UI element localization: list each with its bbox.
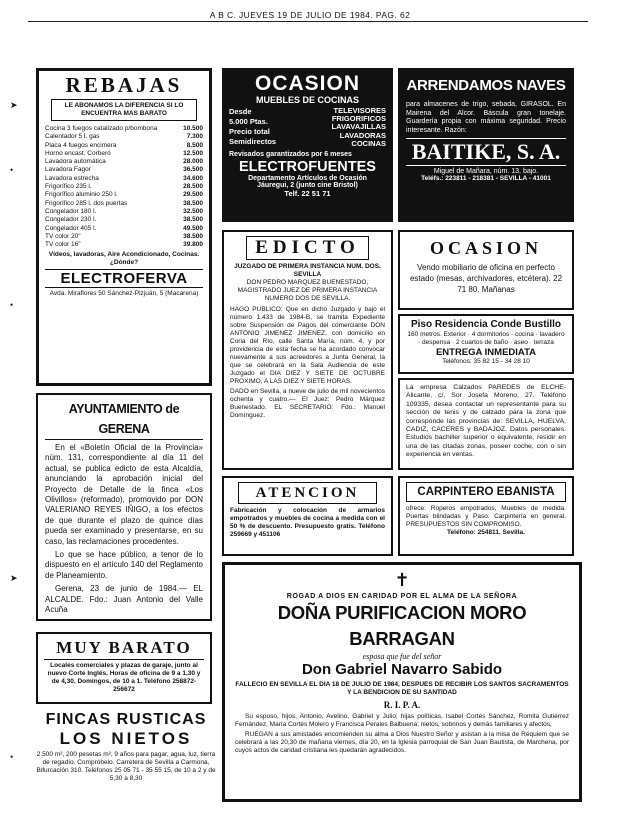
rebajas-intro: LE ABONAMOS LA DIFERENCIA SI LO ENCUENTRA MAS BARATO xyxy=(51,99,197,121)
piso-title: Piso Residencia Conde Bustillo xyxy=(410,319,562,330)
edicto-title: EDICTO xyxy=(246,236,369,260)
rebajas-price-row xyxy=(45,216,203,224)
rebajas-item-name: Frigorífico 235 l. xyxy=(45,183,92,191)
edicto-court: JUZGADO DE PRIMERA INSTANCIA NUM. DOS. SEVILLA xyxy=(234,263,381,278)
gerena-body-2: Lo que se hace público, a tenor de lo dispuesto en el artículo 140 del Reglamento de Planeamiento. xyxy=(45,550,203,580)
fincas-body: 2.500 m², 200 pesetas m², 9 años para pagar, agua, luz, tierra de regadío. Compróbelo. Carretera de Sevilla a Carmona, Bifurcación 310. Teléfonos 25 05 71 - 35 55 15, de 10 a 2 y de 5,30 a 8,30 xyxy=(36,751,216,782)
rebajas-price-row xyxy=(45,166,203,174)
esquela-name: DOÑA PURIFICACION MORO BARRAGAN xyxy=(277,602,527,649)
ocasion-oficina-ad xyxy=(398,230,574,310)
calzados-body: La empresa Calzados PAREDES de ELCHE-Alicante, c/. Sor Josefa Moreno, 27. Teléfono 109335, desea contactar un representante para su sección de tenis y de calzado para la zona que corresponde las provincias de: SEVILLA, HUELVA, CADIZ, CACERES y BADAJOZ. Datos personales: Estudios bachiller superior o equivalente, residir en una de las citadas zonas, poseer coche, con o sin experiencia en ventas. xyxy=(406,384,566,459)
naves-ad xyxy=(398,68,574,222)
rebajas-price-list xyxy=(45,125,203,249)
rebajas-item-name: Lavadora automática xyxy=(45,158,106,166)
fincas-subtitle: LOS NIETOS xyxy=(59,729,193,748)
rebajas-price-row xyxy=(45,200,203,208)
rebajas-price-row xyxy=(45,133,203,141)
ocasion-left-line: Semidirectos xyxy=(229,137,277,146)
rebajas-price-row xyxy=(45,158,203,166)
esquela-obituary xyxy=(222,562,582,802)
naves-text: para almacenes de trigo, sebada, GIRASOL. En Mairena del Alcor. Báscula gran tonelaje. Guardería propia con máxima seguridad. Precio interesante. Razón: xyxy=(406,101,566,134)
edicto-notice xyxy=(222,230,393,470)
naves-address: Miguel de Mañara, núm. 13, bajo. xyxy=(433,168,539,176)
naves-title: ARRENDAMOS NAVES xyxy=(406,77,566,94)
ocasion-cocinas-title: OCASION xyxy=(254,72,360,95)
edicto-signature: DADO en Sevilla, a nueve de julio de mil novecientos ochenta y cuatro.— El Juez: Pedro Márquez Buenestado. EL SECRETARIO: Fdo.: Manuel Domínguez. xyxy=(230,388,385,419)
rebajas-item-price: 38.500 xyxy=(183,232,203,240)
atencion-title: ATENCION xyxy=(238,482,377,504)
rebajas-price-row xyxy=(45,175,203,183)
muy-barato-title: MUY BARATO xyxy=(44,637,204,660)
naves-brand: BAITIKE, S. A. xyxy=(406,138,566,166)
rebajas-item-name: Horno encast. Corberó xyxy=(45,149,111,157)
header-rule xyxy=(28,21,588,22)
rebajas-item-name: Frigorífico aluminio 250 l. xyxy=(45,191,118,199)
carpintero-ad xyxy=(398,476,574,556)
rebajas-price-row xyxy=(45,241,203,249)
ocasion-cocinas-columns xyxy=(229,107,386,148)
gerena-signature: Gerena, 23 de junio de 1984.— EL ALCALDE. Fdo.: Juan Antonio del Valle Acuña xyxy=(45,584,203,615)
edicto-judge: DON PEDRO MARQUEZ BUENESTADO, MAGISTRADO JUEZ DE PRIMERA INSTANCIA NUMERO DOS DE SEVILLA. xyxy=(237,279,378,302)
ocasion-left-line: Desde xyxy=(229,107,252,116)
rebajas-item-name: Congelador 405 l. xyxy=(45,224,97,232)
muy-barato-ad xyxy=(36,632,212,704)
rebajas-price-row xyxy=(45,191,203,199)
rebajas-item-name: Placa 4 fuegos encimera xyxy=(45,141,117,149)
atencion-ad xyxy=(222,476,393,556)
carpintero-body: ofrece: Roperos empotrados, Muebles de medida. Puertas blindadas y Paso. Carpintería en general. PRESUPUESTOS SIN COMPROMISO. xyxy=(406,505,566,528)
ocasion-right-line: TELEVISORES xyxy=(333,106,386,115)
rebajas-item-price: 38.500 xyxy=(183,216,203,224)
rebajas-price-row xyxy=(45,225,203,233)
rebajas-item-name: Frigorífico 285 l. dos puertas xyxy=(45,199,128,207)
ocasion-cocinas-phone: Telf. 22 51 71 xyxy=(284,189,331,199)
edicto-body: HAGO PUBLICO: Que en dicho Juzgado y bajo el número 1.433 de 1984-B, se tramita Expediente sobre Suspensión de Pagos del comerciante DON ANTONIO JIMENEZ JIMENEZ, con domicilio en Coria del Río, calle Santa María, núm. 4, y por providencia de esta fecha se ha acordado convocar nuevamente a sus acreedores a Junta General, la que se celebrará en la Sala Audiencia de este Juzgado el DIA DIEZ Y SIETE DE OCTUBRE PROXIMO, A LAS DIEZ Y SIETE HORAS. xyxy=(230,306,385,385)
margin-mark: • xyxy=(10,300,14,310)
rebajas-item-name: Lavadora estrecha xyxy=(45,174,99,182)
ocasion-oficina-title: OCASION xyxy=(429,238,542,258)
rebajas-price-row xyxy=(45,233,203,241)
ocasion-right-line: LAVADORAS xyxy=(339,130,386,140)
piso-body: 160 metros. Exterior · 4 dormitorios · cocina · lavadero · despensa · 2 cuartos de baño · aseo · terraza xyxy=(407,331,565,346)
esquela-spouse-intro: esposa que fue del señor xyxy=(362,652,442,661)
margin-mark: • xyxy=(10,752,14,762)
rebajas-item-price: 28.000 xyxy=(183,158,203,166)
rebajas-item-price: 36.500 xyxy=(183,166,203,174)
ocasion-cocinas-brand: ELECTROFUENTES xyxy=(239,159,376,176)
ocasion-left-line: Precio total xyxy=(229,127,270,136)
calzados-ad xyxy=(398,378,574,470)
rebajas-item-price: 34.600 xyxy=(183,174,203,182)
gerena-notice xyxy=(36,393,212,621)
rebajas-item-price: 38.500 xyxy=(183,199,203,207)
carpintero-phone: Teléfono: 254811. Sevilla. xyxy=(447,529,525,536)
page-header: A B C. JUEVES 19 DE JULIO DE 1984. PAG. 62 xyxy=(209,10,411,20)
gerena-body: En el «Boletín Oficial de la Provincia» núm. 131, correspondiente al día 11 del actual, se publica edicto de esta Alcaldía, anunciando la aprobación inicial del Proyecto de Detalle de la finca «Los Olivillos» (reformado), promovido por DON VALERIANO REYES IÑIGO, a los efectos de que durante el plazo de quince días pueda ser examinado y presentarse, en su caso, las reclamaciones procedentes. xyxy=(45,443,203,546)
rebajas-item-name: Calentador 5 l. gas xyxy=(45,133,100,141)
rebajas-item-price: 39.800 xyxy=(183,241,203,249)
rebajas-item-price: 12.500 xyxy=(183,149,203,157)
rebajas-item-price: 7.300 xyxy=(186,133,203,141)
ocasion-right-line: COCINAS xyxy=(351,138,386,148)
piso-ad xyxy=(398,314,574,374)
ocasion-right-col xyxy=(332,107,386,148)
ocasion-cocinas-address: Jáuregui, 2 (junto cine Bristol) xyxy=(257,182,358,190)
ocasion-left-col xyxy=(229,107,276,148)
rebajas-item-name: Cocina 3 fuegos catalizado p/bombona xyxy=(45,125,158,132)
rebajas-brand: ELECTROFERVA xyxy=(45,269,203,288)
fincas-ad xyxy=(36,710,216,802)
margin-mark: ➤ xyxy=(10,100,18,110)
atencion-body: Fabricación y colocación de armarios empotrados y muebles de cocina a medida con el 50 % de descuento. Presupuesto gratis. Teléfono 259669 y 451106 xyxy=(230,507,385,538)
rebajas-item-name: Lavadora Fagor xyxy=(45,166,91,174)
piso-delivery: ENTREGA INMEDIATA xyxy=(435,347,537,358)
rebajas-price-row xyxy=(45,150,203,158)
rebajas-item-name: Congelador 230 l. xyxy=(45,216,97,224)
ocasion-oficina-body: Vendo mobiliario de oficina en perfecto estado (mesas, archivadores, etcétera). 22 71 80. Mañanas xyxy=(409,263,563,294)
rebajas-price-row xyxy=(45,183,203,191)
fincas-title: FINCAS RUSTICAS xyxy=(45,711,207,728)
rebajas-ad xyxy=(36,68,212,386)
esquela-intro: ROGAD A DIOS EN CARIDAD POR EL ALMA DE LA SEÑORA xyxy=(286,593,518,600)
ocasion-right-line: LAVAVAJILLAS xyxy=(331,122,386,132)
esquela-death: FALLECIO EN SEVILLA EL DIA 18 DE JULIO DE 1984, DESPUES DE RECIBIR LOS SANTOS SACRAMENTOS Y LA BENDICION DE SU SANTIDAD xyxy=(235,681,569,696)
esquela-family: Su esposo, hijos, Antonio, Avelino, Gabriel y Julio; hijas políticas, Isabel Cortés Sánchez, Romita Gutiérrez Fernández, María Cortés Molero y Francisca Perales Balbuena; nietos, sobrinos y demás familiares y afectos, xyxy=(235,713,569,728)
rebajas-price-row xyxy=(45,208,203,216)
margin-mark: • xyxy=(10,165,14,175)
rebajas-address: Avda. Miraflores 50 Sánchez-Pizjuán, 5 (Macarena) xyxy=(49,290,199,298)
cross-icon: ✝ xyxy=(394,570,410,590)
muy-barato-body: Locales comerciales y plazas de garaje, junto al nuevo Corte Inglés. Horas de oficina de 9 a 1,30 y de 4,30. Domingos, de 10 a 1. Teléfono 258872-256672 xyxy=(47,662,201,693)
esquela-spouse: Don Gabriel Navarro Sabido xyxy=(301,661,503,678)
ocasion-cocinas-dept: Departamento Artículos de Ocasión xyxy=(248,175,367,183)
rebajas-item-price: 32.500 xyxy=(183,207,203,215)
rebajas-item-price: 8.500 xyxy=(186,141,203,149)
rebajas-item-price: 29.500 xyxy=(183,191,203,199)
rebajas-item-price: 10.500 xyxy=(183,125,203,132)
rebajas-title: REBAJAS xyxy=(65,73,183,97)
ocasion-cocinas-ad xyxy=(222,68,393,222)
rebajas-item-price: 28.500 xyxy=(183,183,203,191)
esquela-rip: R. I. P. A. xyxy=(383,700,421,710)
naves-phones: Teléfs.: 223811 - 218381 - SEVILLA - 41001 xyxy=(421,175,551,183)
rebajas-outro: Vídeos, lavadoras, Aire Acondicionado, Cocinas. ¿Dónde? xyxy=(48,251,200,267)
rebajas-item-name: TV color 20" xyxy=(45,232,81,240)
gerena-title: AYUNTAMIENTO de GERENA xyxy=(45,399,203,440)
ocasion-right-line: FRIGORIFICOS xyxy=(331,114,386,124)
ocasion-cocinas-subtitle: MUEBLES DE COCINAS xyxy=(255,95,359,105)
rebajas-price-row xyxy=(45,142,203,150)
rebajas-item-name: TV color 16" xyxy=(45,241,81,249)
rebajas-price-row xyxy=(45,125,203,133)
ocasion-cocinas-note: Revisados garantizados por 6 meses xyxy=(229,151,352,159)
margin-mark: ➤ xyxy=(10,573,18,583)
rebajas-item-price: 49.500 xyxy=(183,224,203,232)
rebajas-item-name: Congelador 180 l. xyxy=(45,207,97,215)
esquela-request: RUEGAN a sus amistades encomienden su alma a Dios Nuestro Señor y asistan a la misa de Réquiem que se celebrará a las 20,30 de mañana viernes, día 20, en la Iglesia parroquial de San Juan Bautista, de Marchena, por cuyos actos de caridad cristiana les quedarán agradecidos. xyxy=(235,731,569,754)
piso-phones: Teléfonos: 35 82 15 - 34 28 10 xyxy=(442,358,530,365)
carpintero-title: CARPINTERO EBANISTA xyxy=(406,482,566,502)
ocasion-left-line: 5.000 Ptas. xyxy=(229,117,268,126)
